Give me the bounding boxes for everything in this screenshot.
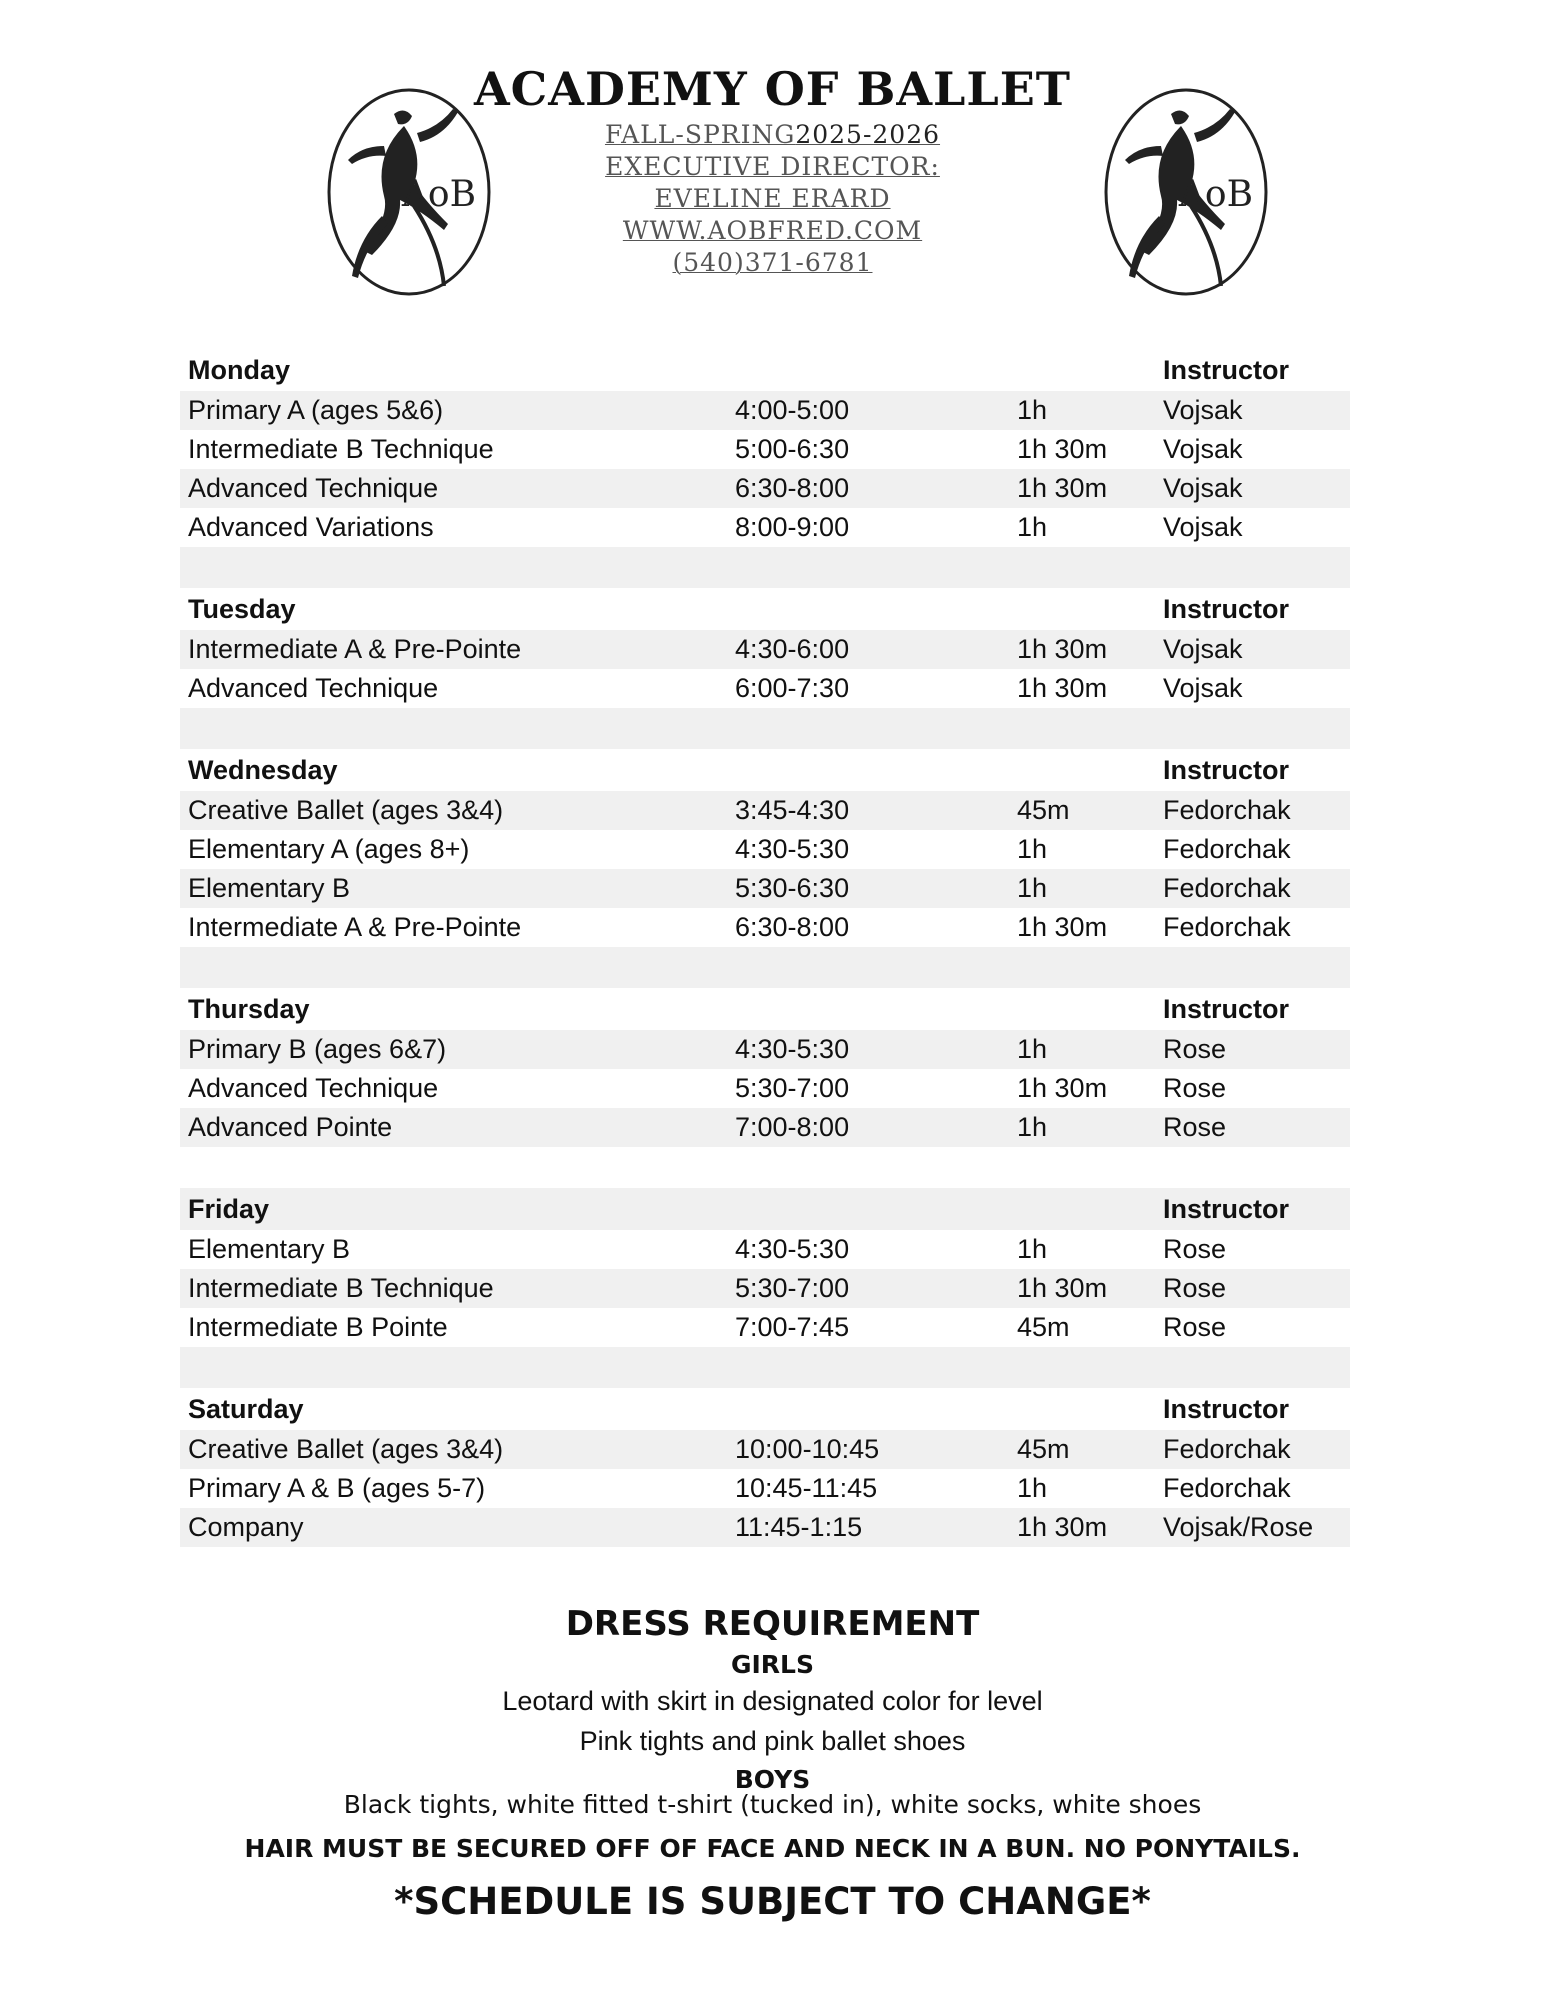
dress-requirement-title: DRESS REQUIREMENT: [565, 1604, 980, 1644]
table-row: [180, 1108, 1350, 1147]
class-time: 5:30-7:00: [727, 1269, 1009, 1308]
class-time: 10:00-10:45: [727, 1430, 1009, 1469]
class-instructor: Rose: [1155, 1108, 1350, 1147]
class-instructor: Rose: [1155, 1030, 1350, 1069]
class-instructor: Fedorchak: [1155, 869, 1350, 908]
class-name: Advanced Technique: [188, 673, 439, 703]
spacer-row: [180, 1147, 1350, 1188]
class-duration: 1h: [1009, 1030, 1155, 1069]
logo-left: [324, 86, 494, 298]
class-duration: 1h 30m: [1009, 469, 1155, 508]
day-name: Tuesday: [188, 593, 296, 624]
season-years: 2025-2026: [795, 120, 941, 149]
class-time: 10:45-11:45: [735, 1473, 878, 1503]
class-time: 7:00-7:45: [735, 1312, 850, 1342]
spacer-row: [180, 1347, 1350, 1388]
table-row: [180, 1308, 1350, 1347]
day-header-friday: [180, 1188, 1350, 1230]
phone-number: (540)371-6781: [672, 248, 873, 277]
table-row: [180, 430, 1350, 469]
table-row: [180, 669, 1350, 708]
logo-left-text: AoB: [401, 174, 477, 215]
table-row: [180, 1030, 1350, 1069]
boys-line: Black tights, white fitted t-shirt (tucked in), white socks, white shoes: [343, 1790, 1202, 1819]
instructor-header: Instructor: [1163, 754, 1290, 785]
header: [0, 0, 1545, 320]
class-duration: 1h: [1017, 512, 1048, 542]
day-name: Wednesday: [188, 754, 338, 785]
table-row: [180, 630, 1350, 669]
table-row: [180, 830, 1350, 869]
class-duration: 1h 30m: [1017, 912, 1108, 942]
class-name: Advanced Pointe: [180, 1108, 727, 1147]
class-name: Advanced Variations: [188, 512, 434, 542]
class-name: Elementary B: [180, 869, 727, 908]
class-duration: 1h: [1009, 391, 1155, 430]
class-duration: 1h: [1017, 834, 1048, 864]
day-header-monday: [180, 349, 1350, 391]
table-row: [180, 1469, 1350, 1508]
class-duration: 45m: [1009, 1430, 1155, 1469]
table-row: [180, 1508, 1350, 1547]
class-time: 3:45-4:30: [727, 791, 1009, 830]
class-time: 8:00-9:00: [735, 512, 850, 542]
class-instructor: Rose: [1163, 1312, 1227, 1342]
class-instructor: Fedorchak: [1163, 1473, 1291, 1503]
class-instructor: Vojsak: [1155, 630, 1350, 669]
class-time: 4:30-5:30: [735, 834, 850, 864]
class-name: Intermediate B Pointe: [188, 1312, 448, 1342]
class-time: 4:00-5:00: [727, 391, 1009, 430]
schedule-table: [180, 349, 1350, 1547]
logo-right: [1101, 86, 1271, 298]
class-instructor: Vojsak: [1163, 512, 1243, 542]
class-duration: 1h 30m: [1017, 1073, 1108, 1103]
class-instructor: Rose: [1163, 1073, 1227, 1103]
table-row: [180, 391, 1350, 430]
day-name: Saturday: [188, 1393, 304, 1424]
class-name: Company: [180, 1508, 727, 1547]
girls-line-2: Pink tights and pink ballet shoes: [579, 1726, 966, 1756]
class-time: 5:00-6:30: [735, 434, 850, 464]
schedule-change-notice: *SCHEDULE IS SUBJECT TO CHANGE*: [394, 1880, 1151, 1923]
class-name: Intermediate A & Pre-Pointe: [188, 912, 522, 942]
girls-line-1: Leotard with skirt in designated color for level: [502, 1686, 1043, 1716]
logo-right-text: AoB: [1178, 174, 1254, 215]
class-time: 11:45-1:15: [727, 1508, 1009, 1547]
class-duration: 1h: [1009, 869, 1155, 908]
class-time: 7:00-8:00: [727, 1108, 1009, 1147]
class-name: Elementary B: [188, 1234, 351, 1264]
day-name: Thursday: [188, 993, 310, 1024]
girls-label: GIRLS: [730, 1650, 814, 1679]
class-duration: 1h 30m: [1009, 1508, 1155, 1547]
table-row: [180, 1269, 1350, 1308]
table-row: [180, 1430, 1350, 1469]
spacer-row: [180, 547, 1350, 588]
class-name: Advanced Technique: [188, 1073, 439, 1103]
class-time: 4:30-5:30: [727, 1030, 1009, 1069]
class-instructor: Vojsak: [1163, 673, 1243, 703]
class-instructor: Vojsak: [1155, 469, 1350, 508]
class-duration: 45m: [1009, 791, 1155, 830]
class-duration: 1h 30m: [1009, 630, 1155, 669]
website-link[interactable]: WWW.AOBFRED.COM: [622, 216, 923, 245]
day-header-saturday: [180, 1388, 1350, 1430]
class-instructor: Rose: [1163, 1234, 1227, 1264]
director-label: EXECUTIVE DIRECTOR:: [605, 152, 940, 181]
table-row: [180, 1230, 1350, 1269]
class-name: Intermediate B Technique: [180, 1269, 727, 1308]
season-prefix: FALL-SPRING: [604, 120, 796, 149]
instructor-header: Instructor: [1155, 1188, 1350, 1230]
class-name: Primary A & B (ages 5-7): [188, 1473, 486, 1503]
class-instructor: Vojsak: [1155, 391, 1350, 430]
class-instructor: Fedorchak: [1155, 791, 1350, 830]
table-row: [180, 869, 1350, 908]
page-title: ACADEMY OF BALLET: [473, 62, 1071, 116]
class-duration: 1h 30m: [1017, 673, 1108, 703]
class-time: 6:30-8:00: [735, 912, 850, 942]
season-line: [0, 120, 1545, 149]
class-name: Advanced Technique: [180, 469, 727, 508]
class-name: Primary B (ages 6&7): [180, 1030, 727, 1069]
table-row: [180, 791, 1350, 830]
hair-rule: HAIR MUST BE SECURED OFF OF FACE AND NECK IN A BUN. NO PONYTAILS.: [244, 1834, 1301, 1863]
table-row: [180, 1069, 1350, 1108]
instructor-header: Instructor: [1163, 1393, 1290, 1424]
class-duration: 1h: [1009, 1108, 1155, 1147]
class-instructor: Rose: [1155, 1269, 1350, 1308]
class-instructor: Vojsak/Rose: [1155, 1508, 1350, 1547]
class-name: Intermediate B Technique: [188, 434, 494, 464]
day-header-thursday: [180, 988, 1350, 1030]
class-duration: 1h 30m: [1009, 1269, 1155, 1308]
class-instructor: Fedorchak: [1163, 912, 1291, 942]
class-name: Elementary A (ages 8+): [188, 834, 470, 864]
class-time: 4:30-5:30: [735, 1234, 850, 1264]
day-name: Friday: [180, 1188, 727, 1230]
spacer-row: [180, 708, 1350, 749]
class-name: Creative Ballet (ages 3&4): [180, 791, 727, 830]
day-header-tuesday: [180, 588, 1350, 630]
class-time: 4:30-6:00: [727, 630, 1009, 669]
instructor-header: Instructor: [1163, 354, 1290, 385]
class-duration: 1h 30m: [1017, 434, 1108, 464]
class-duration: 1h: [1017, 1234, 1048, 1264]
instructor-header: Instructor: [1163, 993, 1290, 1024]
class-name: Creative Ballet (ages 3&4): [180, 1430, 727, 1469]
class-name: Intermediate A & Pre-Pointe: [180, 630, 727, 669]
day-header-wednesday: [180, 749, 1350, 791]
table-row: [180, 908, 1350, 947]
class-duration: 1h: [1017, 1473, 1048, 1503]
class-instructor: Fedorchak: [1163, 834, 1291, 864]
class-time: 6:30-8:00: [727, 469, 1009, 508]
class-name: Primary A (ages 5&6): [180, 391, 727, 430]
class-time: 5:30-7:00: [735, 1073, 850, 1103]
instructor-header: Instructor: [1163, 593, 1290, 624]
spacer-row: [180, 947, 1350, 988]
class-instructor: Vojsak: [1163, 434, 1243, 464]
boys-label: BOYS: [734, 1765, 811, 1794]
class-time: 5:30-6:30: [727, 869, 1009, 908]
class-instructor: Fedorchak: [1155, 1430, 1350, 1469]
class-time: 6:00-7:30: [735, 673, 850, 703]
director-name: EVELINE ERARD: [654, 184, 891, 213]
table-row: [180, 469, 1350, 508]
table-row: [180, 508, 1350, 547]
day-name: Monday: [188, 354, 291, 385]
class-duration: 45m: [1017, 1312, 1070, 1342]
